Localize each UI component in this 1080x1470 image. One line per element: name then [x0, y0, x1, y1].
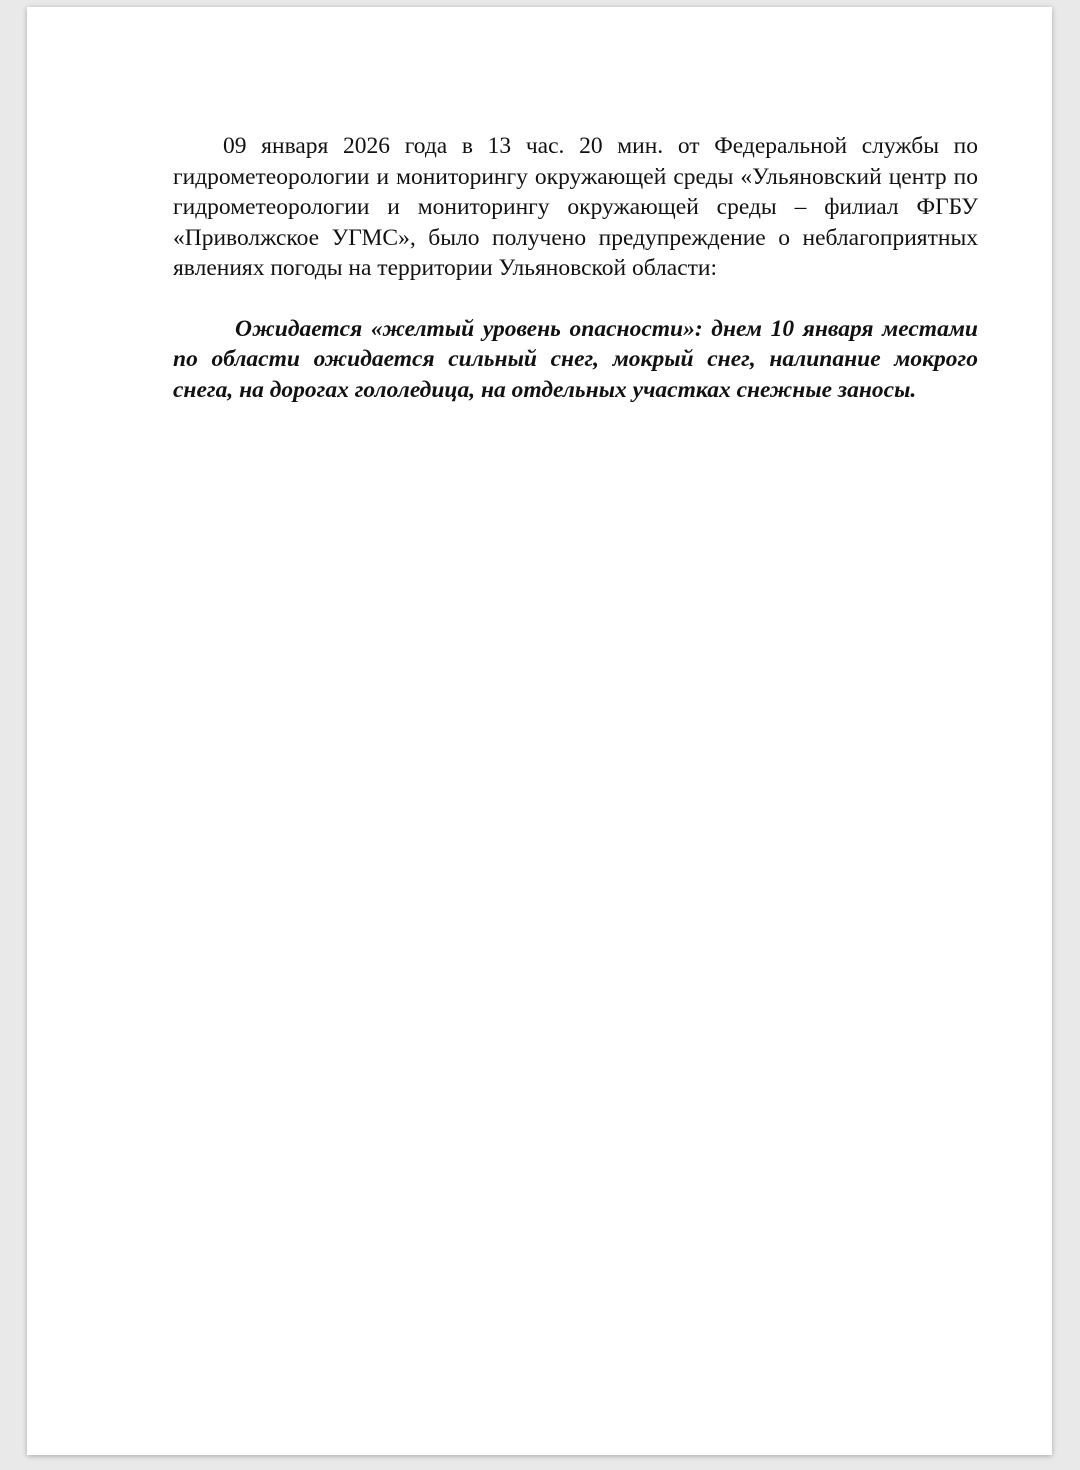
- document-page: [27, 7, 1052, 1455]
- weather-warning-paragraph: Ожидается «желтый уровень опасности»: днем 10 января местами по области ожидается сильный снег, мокрый снег, налипание мокрого снега, на дорогах гололедица, на отдельных участках снежные заносы.: [173, 315, 978, 403]
- warning-intro-paragraph: 09 января 2026 года в 13 час. 20 мин. от Федеральной службы по гидрометеорологии и мониторингу окружающей среды «Ульяновский центр по гидрометеорологии и мониторингу окружающей среды – филиал ФГБУ «Приволжское УГМС», было получено предупреждение о неблагоприятных явлениях погоды на территории Ульяновской области:: [173, 133, 978, 281]
- document-body: [173, 131, 978, 405]
